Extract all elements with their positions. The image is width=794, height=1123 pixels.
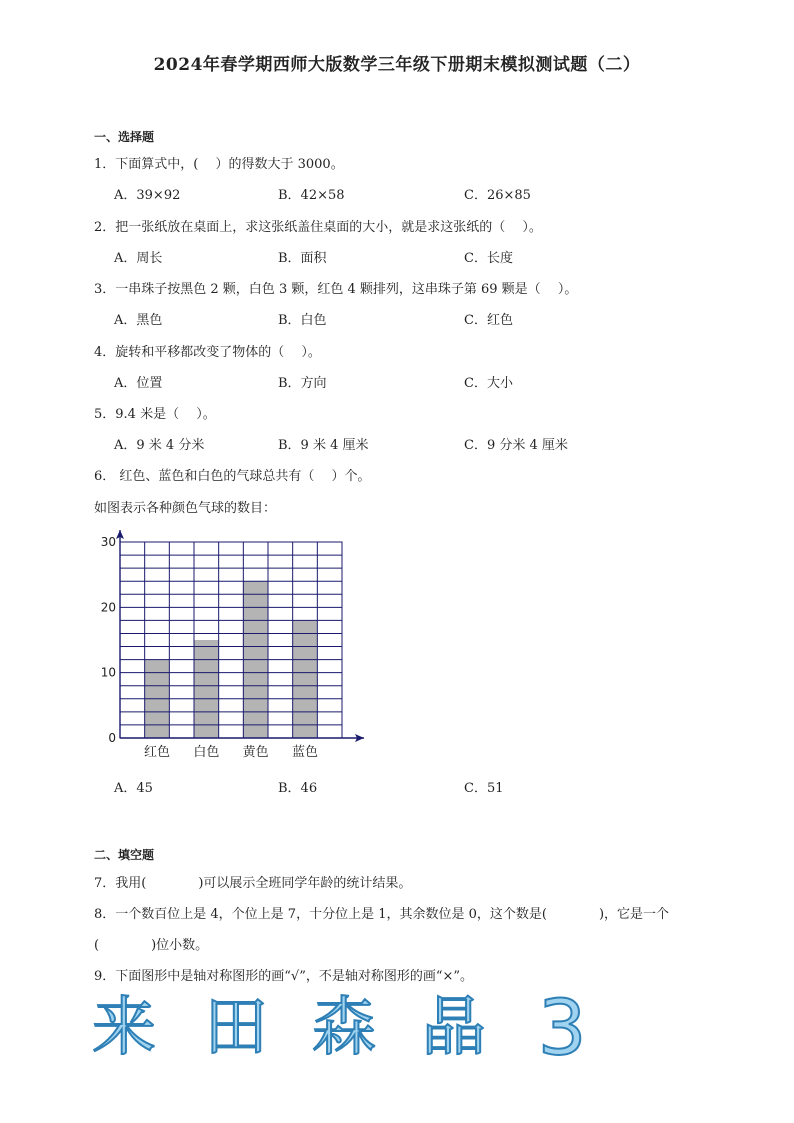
option-c[interactable]: C．26×85: [464, 188, 531, 203]
x-category-label: 白色: [193, 745, 220, 760]
option-b[interactable]: B．42×58: [278, 188, 345, 203]
question-3-options: [114, 309, 674, 327]
question-2: 2．把一张纸放在桌面上，求这张纸盖住桌面的大小，就是求这张纸的（ ）。: [94, 220, 542, 235]
option-a[interactable]: A．45: [114, 781, 153, 796]
option-b[interactable]: B．白色: [278, 313, 327, 328]
bar-2: [194, 640, 219, 738]
option-b[interactable]: B．方向: [278, 376, 327, 391]
x-category-label: 红色: [143, 745, 171, 760]
figure-jing: 晶: [422, 991, 486, 1065]
option-a[interactable]: A．黑色: [114, 313, 163, 328]
figure-lai: 来: [92, 991, 156, 1065]
figure-three: 3: [538, 983, 587, 1072]
page-title: 2024年春学期西师大版数学三年级下册期末模拟测试题（二）: [153, 55, 641, 75]
question-6-options: [114, 777, 674, 795]
question-2-options: [114, 247, 674, 265]
section-heading-choice: 一、选择题: [94, 130, 155, 144]
question-6: 6． 红色、蓝色和白色的气球总共有（ ）个。: [94, 469, 371, 484]
question-1: 1．下面算式中，( ）的得数大于 3000。: [94, 157, 344, 172]
option-c[interactable]: C．9 分米 4 厘米: [464, 438, 568, 453]
question-8-line1: 8．一个数百位上是 4，个位上是 7，十分位上是 1，其余数位是 0，这个数是( )，它是一个: [94, 907, 670, 922]
option-c[interactable]: C．长度: [464, 251, 513, 266]
y-tick-label: 30: [100, 535, 116, 549]
option-b[interactable]: B．9 米 4 厘米: [278, 438, 369, 453]
question-9: 9．下面图形中是轴对称图形的画“√”，不是轴对称图形的画“×”。: [94, 969, 474, 984]
symmetry-figures: [92, 983, 612, 1072]
question-3: 3．一串珠子按黑色 2 颗，白色 3 颗，红色 4 颗排列，这串珠子第 69 颗是（ ）。: [94, 282, 578, 297]
question-7: 7．我用( )可以展示全班同学年龄的统计结果。: [94, 876, 412, 891]
option-a[interactable]: A．39×92: [114, 188, 181, 203]
section-heading-fill: 二、填空题: [94, 848, 155, 862]
figure-tian: 田: [204, 991, 268, 1065]
option-a[interactable]: A．周长: [114, 251, 163, 266]
question-5: 5．9.4 米是（ ）。: [94, 407, 216, 422]
question-1-options: [114, 184, 674, 202]
balloon-bar-chart: [96, 526, 376, 770]
x-category-label: 黄色: [242, 745, 269, 760]
option-c[interactable]: C．51: [464, 781, 504, 796]
question-4-options: [114, 372, 674, 390]
option-a[interactable]: A．9 米 4 分米: [114, 438, 205, 453]
option-b[interactable]: B．面积: [278, 251, 327, 266]
option-a[interactable]: A．位置: [114, 376, 163, 391]
option-c[interactable]: C．大小: [464, 376, 513, 391]
y-tick-label: 20: [100, 600, 116, 615]
chart-svg: [96, 526, 376, 766]
bar-4: [293, 620, 318, 738]
x-category-label: 蓝色: [291, 745, 319, 760]
question-4: 4．旋转和平移都改变了物体的（ ）。: [94, 345, 321, 360]
y-tick-label: 0: [108, 731, 116, 745]
option-b[interactable]: B．46: [278, 781, 318, 796]
option-c[interactable]: C．红色: [464, 313, 513, 328]
chart-caption: 如图表示各种颜色气球的数目：: [94, 501, 277, 516]
y-tick-label: 10: [100, 665, 116, 680]
question-8-line2: ( )位小数。: [94, 938, 209, 953]
figure-sen: 森: [312, 991, 376, 1065]
question-5-options: [114, 434, 674, 452]
